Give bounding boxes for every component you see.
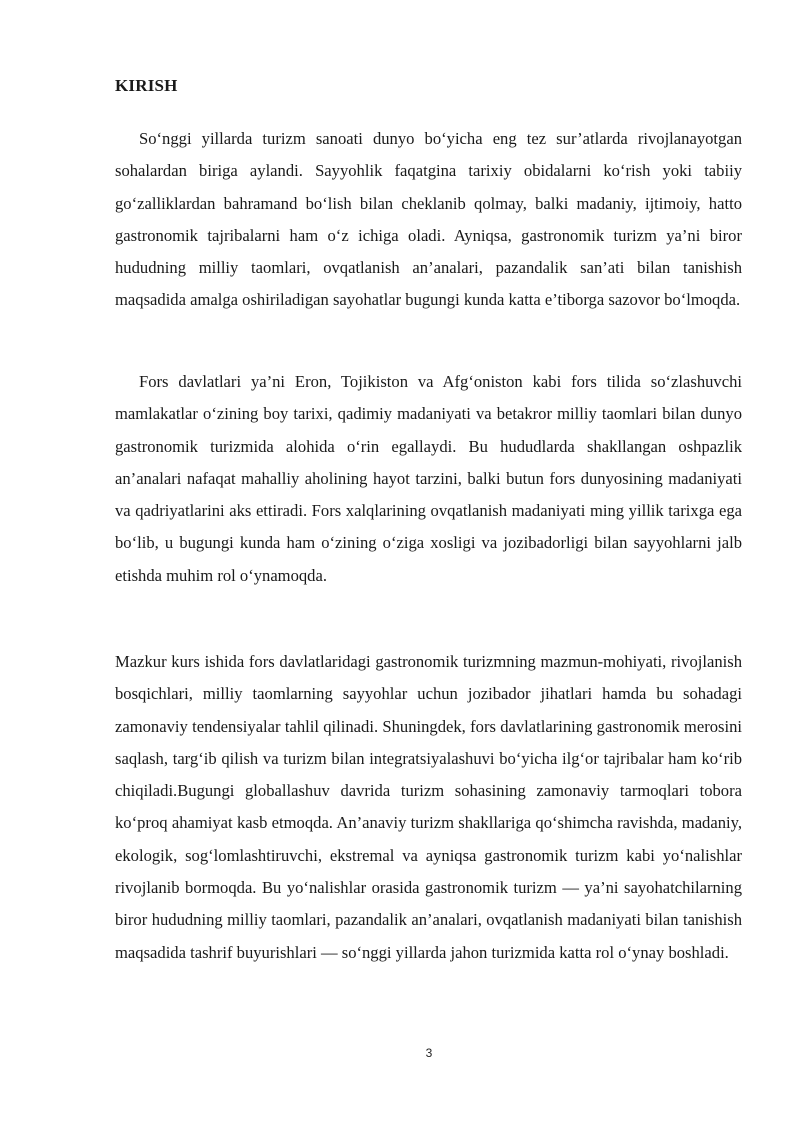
body-paragraph-1: So‘nggi yillarda turizm sanoati dunyo bo‘yicha eng tez sur’atlarda rivojlanayotgan sohalardan biriga aylandi. Sayyohlik faqatgina tarixiy obidalarni ko‘rish yoki tabiiy go‘zalliklardan bahramand bo‘lish bilan cheklanib qolmay, balki madaniy, ijtimoiy, hatto gastronomik tajribalarni ham o‘z ichiga oladi. Ayniqsa, gastronomik turizm ya’ni biror hududning milliy taomlari, ovqatlanish an’analari, pazandalik san’ati bilan tanishish maqsadida amalga oshiriladigan sayohatlar bugungi kunda katta e’tiborga sazovor bo‘lmoqda. [115, 129, 742, 310]
section-heading: KIRISH [115, 76, 178, 95]
page-number: 3 [425, 1046, 433, 1060]
body-paragraph-3: Mazkur kurs ishida fors davlatlaridagi gastronomik turizmning mazmun-mohiyati, rivojlanish bosqichlari, milliy taomlarning sayyohlar uchun jozibador jihatlari hamda bu sohadagi zamonaviy tendensiyalar tahlil qilinadi. Shuningdek, fors davlatlarining gastronomik merosini saqlash, targ‘ib qilish va turizm bilan integratsiyalashuvi bo‘yicha ilg‘or tajribalar ham ko‘rib chiqiladi.Bugungi globallashuv davrida turizm sohasining zamonaviy tarmoqlari tobora ko‘proq ahamiyat kasb etmoqda. An’anaviy turizm shakllariga qo‘shimcha ravishda, madaniy, ekologik, sog‘lomlashtiruvchi, ekstremal va ayniqsa gastronomik turizm kabi yo‘nalishlar rivojlanib bormoqda. Bu yo‘nalishlar orasida gastronomik turizm — ya’ni sayohatchilarning biror hududning milliy taomlari, pazandalik an’analari, ovqatlanish madaniyati bilan tanishish maqsadida tashrif buyurishlari — so‘nggi yillarda jahon turizmida katta rol o‘ynay boshladi. [115, 652, 742, 962]
body-paragraph-2: Fors davlatlari ya’ni Eron, Tojikiston va Afg‘oniston kabi fors tilida so‘zlashuvchi mamlakatlar o‘zining boy tarixi, qadimiy madaniyati va betakror milliy taomlari bilan dunyo gastronomik turizmida alohida o‘rin egallaydi. Bu hududlarda shakllangan oshpazlik an’analari nafaqat mahalliy aholining hayot tarzini, balki butun fors dunyosining madaniyati va qadriyatlarini aks ettiradi. Fors xalqlarining ovqatlanish madaniyati ming yillik tarixga ega bo‘lib, u bugungi kunda ham o‘zining o‘ziga xosligi va jozibadorligi bilan sayyohlarni jalb etishda muhim rol o‘ynamoqda. [115, 372, 742, 585]
